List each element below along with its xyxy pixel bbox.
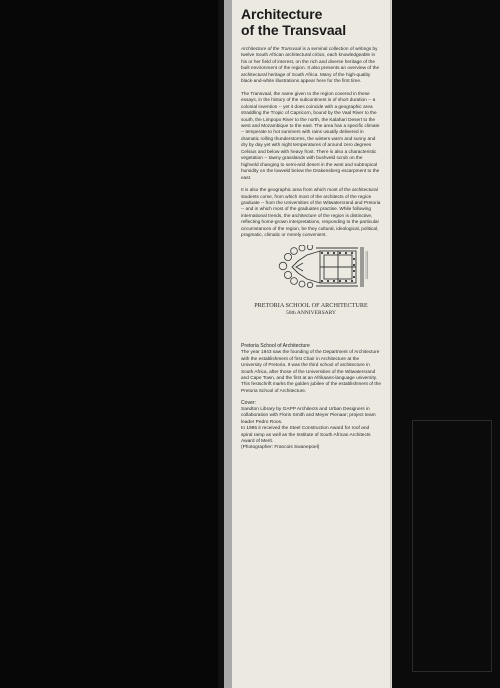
dust-jacket-flap bbox=[232, 0, 390, 688]
pretoria-school-paragraph: The year 1943 saw the founding of the Department of Architecture with the establishment of first Chair in Architecture at the University of Pretoria. It was the third school of architecture in South Africa, after those of the Universities of the Witwatersrand and Cape Town, and the first at an Afrikaans-language university. This festschrift marks the golden jubilee of the establishment of the Pretoria School of Architecture. bbox=[241, 349, 381, 393]
flap-content bbox=[241, 6, 381, 452]
page-edge bbox=[224, 0, 232, 688]
right-background-panel bbox=[390, 0, 500, 688]
intro-paragraph bbox=[241, 46, 381, 85]
floor-plan-drawing bbox=[241, 245, 381, 303]
cover-credits: Sandton Library by GAPP Architects and Urban Designers in collaboration with Floris Smith and Meyer Pienaar; project team leader Pedro Roos. In 1995 it received the Steel Construction Award for roof and spiral ramp as well as the Institute of South African Architects Award of Merit. (Photographer: Francois Swanepoel) bbox=[241, 406, 376, 451]
intro-text: is a seminal collection of writings by twelve South African architectural critics, each knowledgeable in his or her field of interest, on the rich and diverse heritage of the built environment of the region. It also presents an overview of the architectural heritage of South Africa. Many of the high-quality black-and-white illustrations appear here for the first time. bbox=[241, 46, 380, 84]
floor-plan-caption bbox=[241, 302, 381, 316]
faint-frame-outline bbox=[412, 420, 492, 672]
pretoria-school-heading: Pretoria School of Architecture bbox=[241, 342, 310, 349]
intro-title-italic: Architecture of the Transvaal bbox=[241, 46, 302, 51]
plan-caption-subtitle: 50th ANNIVERSARY bbox=[286, 309, 336, 316]
plan-caption-title: PRETORIA SCHOOL OF ARCHITECTURE bbox=[254, 301, 368, 309]
students-paragraph: It is also the geographic area from which most of the architectural students come, from which most of the architects of the region graduate -- from the Universities of the Witwatersrand and Pretoria -- and in which most of the graduates practise. While following international trends, the architecture of the region is distinctive, reflecting home-grown interpretations, responding to the particular circumstances of the region, be they cultural, ideological, political, pragmatic, climatic or merely convenient. bbox=[241, 187, 381, 238]
book-title-line-2: of the Transvaal bbox=[241, 22, 346, 38]
transvaal-region-paragraph: The Transvaal, the name given to the region covered in these essays, in the history of the subcontinent is of short duration -- a colonial invention -- yet it does coincide with a geographic area straddling the Tropic of Capricorn, bound by the Vaal River to the south, the Limpopo River to the north, the Kalahari Desert to the west and Mozambique to the east. The area has a specific climate -- temperate to hot summers with rains usually delivered in dramatic rolling thunderstorms, the winters warm and sunny and dry by day yet with night temperatures of around zero degrees Celsius and below with heavy frost. There is also a characteristic vegetation -- tawny grasslands with bushveld scrub on the highveld changing to semi-arid desert in the west and subtropical humidity on the lowveld below the Drakensberg escarpment to the east. bbox=[241, 90, 380, 180]
cover-label: Cover: bbox=[241, 400, 257, 407]
floor-plan-figure bbox=[241, 245, 381, 333]
book-title-line-1: Architecture bbox=[241, 6, 323, 22]
book-title bbox=[241, 6, 381, 38]
